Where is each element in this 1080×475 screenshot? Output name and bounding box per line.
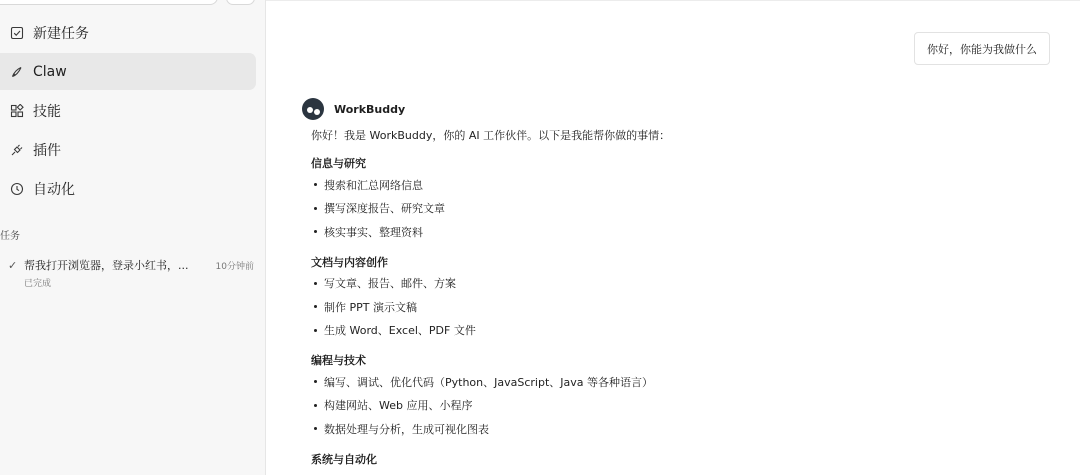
assistant-intro: 你好！我是 WorkBuddy，你的 AI 工作伙伴。以下是我能帮你做的事情： (311, 129, 671, 142)
bullet-icon (314, 329, 317, 332)
bullet-icon (314, 230, 317, 233)
assistant-name: WorkBuddy (334, 102, 406, 116)
task-list-item[interactable] (8, 255, 254, 289)
list-item (311, 319, 1062, 343)
sidebar-item-claw[interactable] (0, 53, 256, 90)
clock-icon (10, 182, 24, 196)
user-message: 你好，你能为我做什么 (914, 32, 1050, 65)
check-icon: ✓ (8, 258, 18, 272)
sidebar-item-label: 新建任务 (33, 25, 89, 42)
list-item (311, 197, 1062, 221)
sidebar-item-label: Claw (33, 63, 67, 80)
bullet-icon (314, 427, 317, 430)
list-item-text: 搜索和汇总网络信息 (324, 178, 423, 192)
sidebar-nav (0, 14, 256, 209)
capability-sections (302, 155, 1062, 465)
tasks-section-label: 任务 (0, 231, 20, 242)
search-input[interactable] (0, 0, 218, 5)
list-item (311, 417, 1062, 441)
claw-icon (10, 65, 24, 79)
list-item (311, 394, 1062, 418)
section-heading: 编程与技术 (311, 354, 366, 367)
capability-section (311, 155, 1062, 244)
task-status: 已完成 (24, 279, 52, 289)
list-item-text: 构建网站、Web 应用、小程序 (324, 399, 473, 413)
list-item (311, 220, 1062, 244)
sidebar-item-automation[interactable] (0, 170, 256, 207)
sidebar-item-label: 自动化 (33, 181, 75, 198)
skills-grid-icon (10, 104, 24, 118)
list-item (311, 173, 1062, 197)
list-item-text: 数据处理与分析，生成可视化图表 (324, 422, 489, 436)
sidebar (0, 0, 266, 475)
task-title: 帮我打开浏览器，登录小红书，... (24, 259, 189, 272)
divider (266, 0, 1080, 1)
list-item-text: 编写、调试、优化代码（Python、JavaScript、Java 等各种语言） (324, 375, 653, 389)
bullet-icon (314, 305, 317, 308)
section-heading: 信息与研究 (311, 157, 366, 170)
bullet-icon (314, 380, 317, 383)
sidebar-item-label: 插件 (33, 142, 61, 159)
capability-section (311, 254, 1062, 343)
capability-section (311, 451, 1062, 465)
plugin-icon (10, 143, 24, 157)
section-heading: 文档与内容创作 (311, 255, 388, 269)
bullet-icon (314, 207, 317, 210)
capability-section (311, 352, 1062, 441)
list-item-text: 生成 Word、Excel、PDF 文件 (324, 324, 476, 338)
list-item-text: 核实事实、整理资料 (324, 225, 423, 239)
assistant-message (302, 98, 1062, 475)
checkbox-icon (10, 26, 24, 40)
sidebar-item-plugins[interactable] (0, 131, 256, 168)
sidebar-action-button[interactable] (226, 0, 255, 5)
sidebar-item-label: 技能 (33, 103, 61, 120)
sidebar-item-skills[interactable] (0, 92, 256, 129)
list-item-text: 制作 PPT 演示文稿 (324, 300, 417, 314)
bullet-icon (314, 282, 317, 285)
list-item-text: 撰写深度报告、研究文章 (324, 202, 445, 216)
list-item (311, 272, 1062, 296)
bullet-icon (314, 183, 317, 186)
chat-area (266, 0, 1080, 475)
bullet-icon (314, 404, 317, 407)
list-item (311, 370, 1062, 394)
list-item-text: 写文章、报告、邮件、方案 (324, 277, 456, 291)
section-heading: 系统与自动化 (311, 452, 377, 466)
sidebar-item-new-task[interactable] (0, 14, 256, 51)
list-item (311, 295, 1062, 319)
assistant-avatar-icon (302, 98, 324, 120)
task-time: 10分钟前 (215, 261, 254, 272)
